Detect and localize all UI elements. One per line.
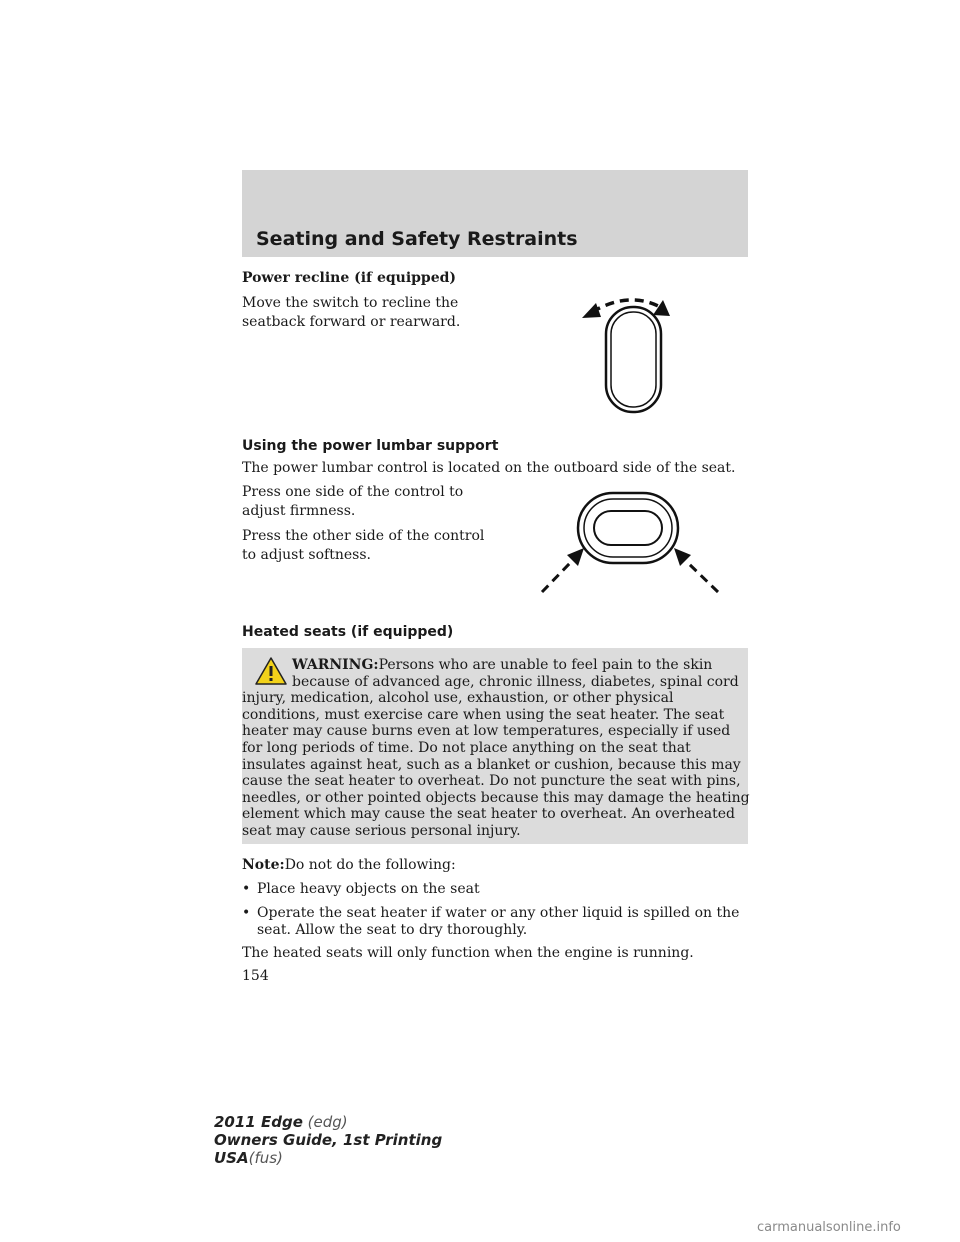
lumbar-firm-line-2: adjust firmness. bbox=[242, 503, 356, 519]
bullet-item: Operate the seat heater if water or any other liquid is spilled on the bbox=[257, 905, 740, 921]
lumbar-soft-line-1: Press the other side of the control bbox=[242, 528, 485, 544]
closing-text: The heated seats will only function when the engine is running. bbox=[242, 945, 694, 961]
lumbar-control-illustration bbox=[534, 488, 724, 598]
footer-model-code: (edg) bbox=[307, 1113, 348, 1131]
bullet-item: Place heavy objects on the seat bbox=[257, 881, 480, 897]
heated-heading: Heated seats (if equipped) bbox=[242, 624, 454, 640]
warning-line: because of advanced age, chronic illness, diabetes, spinal cord bbox=[292, 673, 739, 690]
footer-model: 2011 Edge bbox=[214, 1113, 303, 1131]
recline-heading: Power recline (if equipped) bbox=[242, 270, 457, 286]
note-label: Note: bbox=[242, 857, 285, 873]
footer-region-code: (fus) bbox=[248, 1149, 283, 1167]
footer-guide: Owners Guide, 1st Printing bbox=[214, 1131, 443, 1149]
warning-line: insulates against heat, such as a blanket or cushion, because this may bbox=[242, 756, 741, 773]
bullet-dot: • bbox=[242, 881, 251, 897]
warning-line: heater may cause burns even at low temperatures, especially if used bbox=[242, 723, 731, 740]
warning-label: WARNING: bbox=[292, 657, 379, 673]
note-line bbox=[242, 856, 456, 875]
warning-line: conditions, must exercise care when using the seat heater. The seat bbox=[242, 706, 725, 723]
bullet-dot: • bbox=[242, 905, 251, 921]
warning-first-text: Persons who are unable to feel pain to the skin bbox=[378, 657, 713, 673]
recline-switch-illustration bbox=[570, 288, 680, 418]
lumbar-intro: The power lumbar control is located on the outboard side of the seat. bbox=[242, 460, 736, 476]
lumbar-heading: Using the power lumbar support bbox=[242, 438, 499, 454]
warning-line: cause the seat heater to overheat. Do not puncture the seat with pins, bbox=[242, 773, 741, 790]
footer-line-1 bbox=[214, 1113, 348, 1131]
lumbar-firm-line-1: Press one side of the control to bbox=[242, 484, 464, 500]
lumbar-arrow-right-icon bbox=[674, 548, 718, 592]
footer-line-3 bbox=[214, 1149, 283, 1167]
warning-line: seat may cause serious personal injury. bbox=[242, 823, 521, 839]
recline-body-line-1: Move the switch to recline the bbox=[242, 295, 459, 311]
lumbar-soft-line-2: to adjust softness. bbox=[242, 547, 371, 563]
warning-line: injury, medication, alcohol use, exhaustion, or other physical bbox=[242, 690, 674, 707]
page-number: 154 bbox=[242, 968, 269, 984]
warning-line: for long periods of time. Do not place anything on the seat that bbox=[242, 740, 691, 756]
footer-line-2 bbox=[214, 1131, 442, 1149]
warning-triangle-icon bbox=[254, 656, 288, 686]
bullet-item-continuation: seat. Allow the seat to dry thoroughly. bbox=[257, 922, 528, 938]
recline-body-line-2: seatback forward or rearward. bbox=[242, 314, 461, 330]
warning-line: element which may cause the seat heater to overheat. An overheated bbox=[242, 806, 735, 823]
lumbar-arrow-left-icon bbox=[542, 548, 584, 592]
note-text: Do not do the following: bbox=[284, 857, 456, 873]
watermark: carmanualsonline.info bbox=[757, 1220, 901, 1235]
section-title: Seating and Safety Restraints bbox=[256, 228, 578, 250]
warning-line: needles, or other pointed objects because this may damage the heating bbox=[242, 789, 750, 806]
warning-first-line bbox=[292, 657, 712, 674]
footer-region: USA bbox=[214, 1149, 249, 1167]
